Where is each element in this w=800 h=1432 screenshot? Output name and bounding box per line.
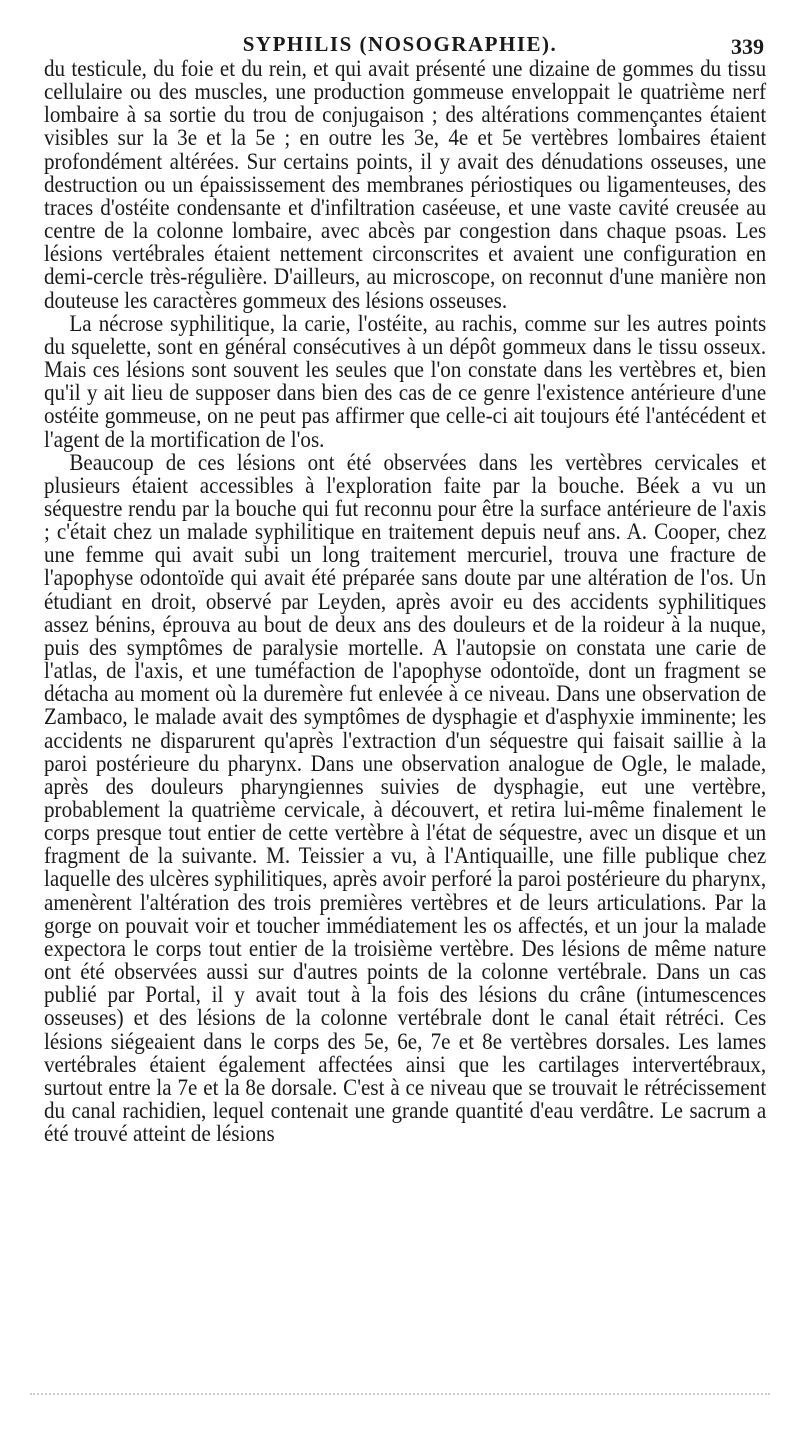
paragraph-1: du testicule, du foie et du rein, et qui avait présenté une dizaine de gommes du tissu cellulaire ou des muscles, une production gommeuse enveloppait le quatrième nerf lombaire à sa sortie du trou de conjugaison ; des altérations commençantes étaient visibles sur la 3e et la 5e ; en outre les 3e, 4e et 5e vertèbres lombaires étaient profondément altérées. Sur certains points, il y avait des dénudations osseuses, une destruction ou un épaississement des membranes périostiques ou ligamenteuses, des traces d'ostéite condensante et d'infiltration caséeuse, et une vaste cavité creusée au centre de la colonne lombaire, avec abcès par congestion dans chaque psoas. Les lésions vertébrales étaient nettement circonscrites et avaient une configuration en demi-cercle très-régulière. D'ailleurs, au microscope, on reconnut d'une manière non douteuse les caractères gommeux des lésions osseuses. xyxy=(44,56,767,314)
page-number: 339 xyxy=(731,34,764,59)
footer-rule xyxy=(30,1393,770,1395)
paragraph-3: Beaucoup de ces lésions ont été observées dans les vertèbres cervicales et plusieurs étaient accessibles à l'exploration faite par la bouche. Béek a vu un séquestre rendu par la bouche qui fut reconnu pour être la surface antérieure de l'axis ; c'était chez un malade syphilitique en traitement depuis neuf ans. A. Cooper, chez une femme qui avait subi un long traitement mercuriel, trouva une fracture de l'apophyse odontoïde qui avait été préparée sans doute par une altération de l'os. Un étudiant en droit, observé par Leyden, après avoir eu des accidents syphilitiques assez bénins, éprouva au bout de deux ans des douleurs et de la roideur à la nuque, puis des symptômes de paralysie mortelle. A l'autopsie on constata une carie de l'atlas, de l'axis, et une tuméfaction de l'apophyse odontoïde, dont un fragment se détacha au moment où la duremère fut enlevée à ce niveau. Dans une observation de Zambaco, le malade avait des symptômes de dysphagie et d'asphyxie imminente; les accidents ne disparurent qu'après l'extraction d'un séquestre qui faisait saillie à la paroi postérieure du pharynx. Dans une observation analogue de Ogle, le malade, après des douleurs pharyngiennes suivies de dysphagie, eut une vertèbre, probablement la quatrième cervicale, à découvert, et retira lui-même finalement le corps presque tout entier de cette vertèbre à l'état de séquestre, avec un disque et un fragment de la suivante. M. Teissier a vu, à l'Antiquaille, une fille publique chez laquelle des ulcères syphilitiques, après avoir perforé la paroi postérieure du pharynx, amenèrent l'altération des trois premières vertèbres et de leurs articulations. Par la gorge on pouvait voir et toucher immédiatement les os affectés, et un jour la malade expectora le corps tout entier de la troisième vertèbre. Des lésions de même nature ont été observées aussi sur d'autres points de la colonne vertébrale. Dans un cas publié par Portal, il y avait tout à la fois des lésions du crâne (intumescences osseuses) et des lésions de la colonne vertébrale dont le canal était rétréci. Ces lésions siégeaient dans le corps des 5e, 6e, 7e et 8e vertèbres dorsales. Les lames vertébrales étaient également affectées ainsi que les cartilages intervertébraux, surtout entre la 7e et la 8e dorsale. C'est à ce niveau que se trouvait le rétrécissement du canal rachidien, lequel contenait une grande quantité d'eau verdâtre. Le sacrum a été trouvé atteint de lésions xyxy=(44,449,767,1148)
paragraph-2: La nécrose syphilitique, la carie, l'ostéite, au rachis, comme sur les autres points du squelette, sont en général consécutives à un dépôt gommeux dans le tissu osseux. Mais ces lésions sont souvent les seules que l'on constate dans les vertèbres et, bien qu'il y ait lieu de supposer dans bien des cas de ce genre l'existence antérieure d'une ostéite gommeuse, on ne peut pas affirmer que celle-ci ait toujours été l'antécédent et l'agent de la mortification de l'os. xyxy=(44,310,767,453)
running-title: SYPHILIS (NOSOGRAPHIE). xyxy=(242,32,558,56)
body-text xyxy=(44,58,766,1146)
